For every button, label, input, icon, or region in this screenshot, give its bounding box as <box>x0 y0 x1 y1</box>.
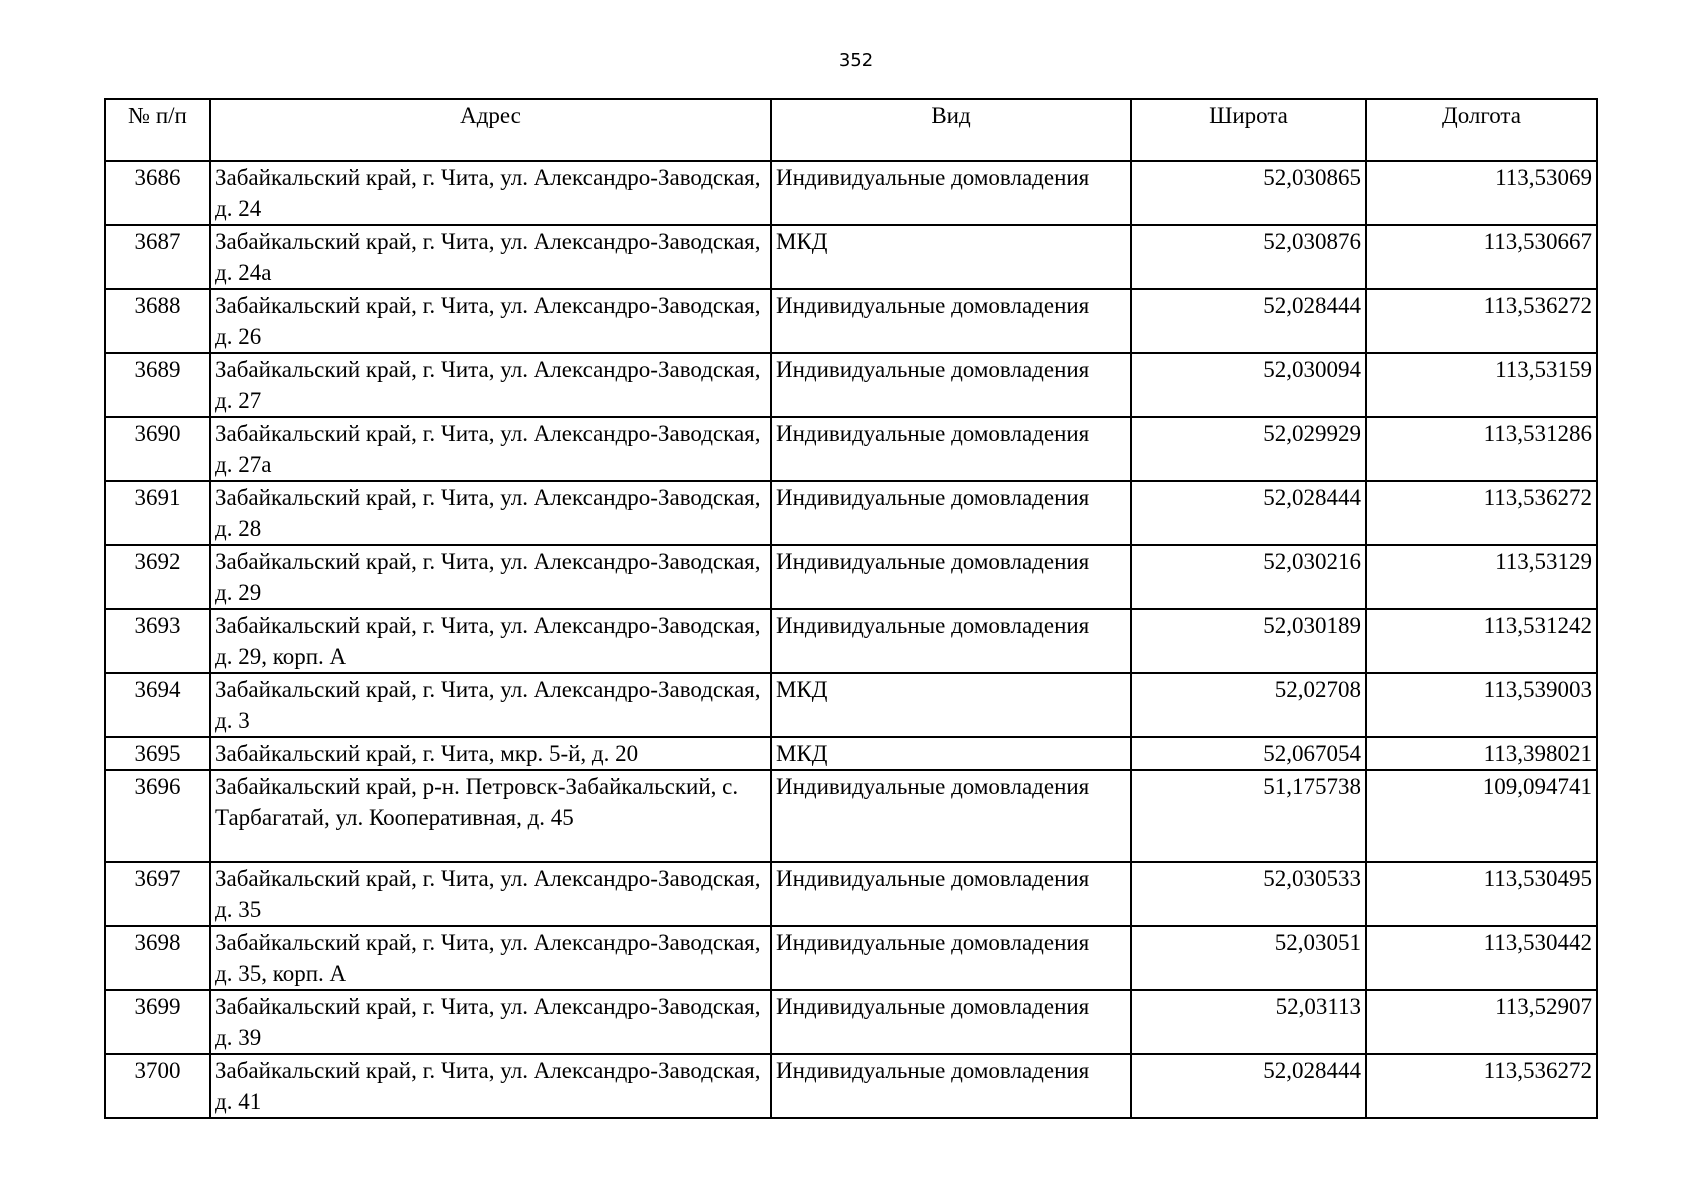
header-kind: Вид <box>771 99 1131 161</box>
table-row <box>105 770 1597 862</box>
row-longitude: 113,53069 <box>1366 161 1597 225</box>
row-latitude: 52,029929 <box>1131 417 1366 481</box>
row-longitude: 113,536272 <box>1366 289 1597 353</box>
row-num: 3696 <box>105 770 210 862</box>
row-address: Забайкальский край, г. Чита, ул. Александро-Заводская, д. 27а <box>210 417 771 481</box>
row-longitude: 113,53159 <box>1366 353 1597 417</box>
row-address: Забайкальский край, г. Чита, ул. Александро-Заводская, д. 35, корп. А <box>210 926 771 990</box>
table-row <box>105 545 1597 609</box>
row-longitude: 113,530495 <box>1366 862 1597 926</box>
row-address: Забайкальский край, г. Чита, ул. Александро-Заводская, д. 35 <box>210 862 771 926</box>
row-kind: Индивидуальные домовладения <box>771 161 1131 225</box>
row-latitude: 52,030216 <box>1131 545 1366 609</box>
row-num: 3688 <box>105 289 210 353</box>
row-kind: Индивидуальные домовладения <box>771 609 1131 673</box>
table-row <box>105 862 1597 926</box>
row-num: 3691 <box>105 481 210 545</box>
table-row <box>105 990 1597 1054</box>
row-longitude: 113,530667 <box>1366 225 1597 289</box>
row-kind: Индивидуальные домовладения <box>771 990 1131 1054</box>
row-address: Забайкальский край, р-н. Петровск-Забайкальский, с. Тарбагатай, ул. Кооперативная, д. 45 <box>210 770 771 862</box>
row-longitude: 113,536272 <box>1366 481 1597 545</box>
row-latitude: 52,030189 <box>1131 609 1366 673</box>
row-num: 3700 <box>105 1054 210 1118</box>
row-address: Забайкальский край, г. Чита, ул. Александро-Заводская, д. 24а <box>210 225 771 289</box>
row-kind: МКД <box>771 737 1131 770</box>
row-latitude: 52,030876 <box>1131 225 1366 289</box>
table-row <box>105 161 1597 225</box>
row-address: Забайкальский край, г. Чита, ул. Александро-Заводская, д. 26 <box>210 289 771 353</box>
row-kind: Индивидуальные домовладения <box>771 926 1131 990</box>
row-latitude: 52,028444 <box>1131 1054 1366 1118</box>
row-latitude: 52,028444 <box>1131 481 1366 545</box>
row-kind: Индивидуальные домовладения <box>771 481 1131 545</box>
row-num: 3695 <box>105 737 210 770</box>
row-num: 3686 <box>105 161 210 225</box>
table-row <box>105 417 1597 481</box>
row-latitude: 52,03113 <box>1131 990 1366 1054</box>
table-header-row <box>105 99 1597 161</box>
address-table <box>104 98 1598 1119</box>
row-num: 3697 <box>105 862 210 926</box>
row-kind: Индивидуальные домовладения <box>771 1054 1131 1118</box>
row-latitude: 52,03051 <box>1131 926 1366 990</box>
table-row <box>105 289 1597 353</box>
table-row <box>105 609 1597 673</box>
row-latitude: 52,030865 <box>1131 161 1366 225</box>
row-longitude: 113,539003 <box>1366 673 1597 737</box>
row-longitude: 113,531242 <box>1366 609 1597 673</box>
row-address: Забайкальский край, г. Чита, ул. Александро-Заводская, д. 39 <box>210 990 771 1054</box>
row-num: 3689 <box>105 353 210 417</box>
row-address: Забайкальский край, г. Чита, ул. Александро-Заводская, д. 41 <box>210 1054 771 1118</box>
row-address: Забайкальский край, г. Чита, ул. Александро-Заводская, д. 27 <box>210 353 771 417</box>
row-num: 3699 <box>105 990 210 1054</box>
table-row <box>105 481 1597 545</box>
row-address: Забайкальский край, г. Чита, ул. Александро-Заводская, д. 28 <box>210 481 771 545</box>
row-latitude: 52,030533 <box>1131 862 1366 926</box>
table-row <box>105 1054 1597 1118</box>
row-num: 3698 <box>105 926 210 990</box>
table-row <box>105 353 1597 417</box>
header-longitude: Долгота <box>1366 99 1597 161</box>
row-address: Забайкальский край, г. Чита, ул. Александро-Заводская, д. 29 <box>210 545 771 609</box>
row-kind: Индивидуальные домовладения <box>771 289 1131 353</box>
row-latitude: 52,02708 <box>1131 673 1366 737</box>
row-latitude: 52,067054 <box>1131 737 1366 770</box>
row-latitude: 51,175738 <box>1131 770 1366 862</box>
row-longitude: 109,094741 <box>1366 770 1597 862</box>
row-num: 3692 <box>105 545 210 609</box>
table-row <box>105 673 1597 737</box>
row-kind: Индивидуальные домовладения <box>771 353 1131 417</box>
row-kind: Индивидуальные домовладения <box>771 545 1131 609</box>
row-latitude: 52,028444 <box>1131 289 1366 353</box>
row-kind: Индивидуальные домовладения <box>771 862 1131 926</box>
page-number: 352 <box>838 50 874 71</box>
row-longitude: 113,536272 <box>1366 1054 1597 1118</box>
row-longitude: 113,398021 <box>1366 737 1597 770</box>
row-num: 3690 <box>105 417 210 481</box>
row-address: Забайкальский край, г. Чита, ул. Александро-Заводская, д. 3 <box>210 673 771 737</box>
row-num: 3693 <box>105 609 210 673</box>
row-latitude: 52,030094 <box>1131 353 1366 417</box>
row-address: Забайкальский край, г. Чита, мкр. 5-й, д. 20 <box>210 737 771 770</box>
row-kind: МКД <box>771 225 1131 289</box>
row-address: Забайкальский край, г. Чита, ул. Александро-Заводская, д. 24 <box>210 161 771 225</box>
row-num: 3694 <box>105 673 210 737</box>
row-kind: Индивидуальные домовладения <box>771 770 1131 862</box>
row-kind: МКД <box>771 673 1131 737</box>
row-kind: Индивидуальные домовладения <box>771 417 1131 481</box>
row-longitude: 113,530442 <box>1366 926 1597 990</box>
row-longitude: 113,531286 <box>1366 417 1597 481</box>
header-latitude: Широта <box>1131 99 1366 161</box>
table-row <box>105 737 1597 770</box>
row-longitude: 113,53129 <box>1366 545 1597 609</box>
row-address: Забайкальский край, г. Чита, ул. Александро-Заводская, д. 29, корп. А <box>210 609 771 673</box>
row-num: 3687 <box>105 225 210 289</box>
table-row <box>105 225 1597 289</box>
table-row <box>105 926 1597 990</box>
header-address: Адрес <box>210 99 771 161</box>
row-longitude: 113,52907 <box>1366 990 1597 1054</box>
header-num: № п/п <box>105 99 210 161</box>
